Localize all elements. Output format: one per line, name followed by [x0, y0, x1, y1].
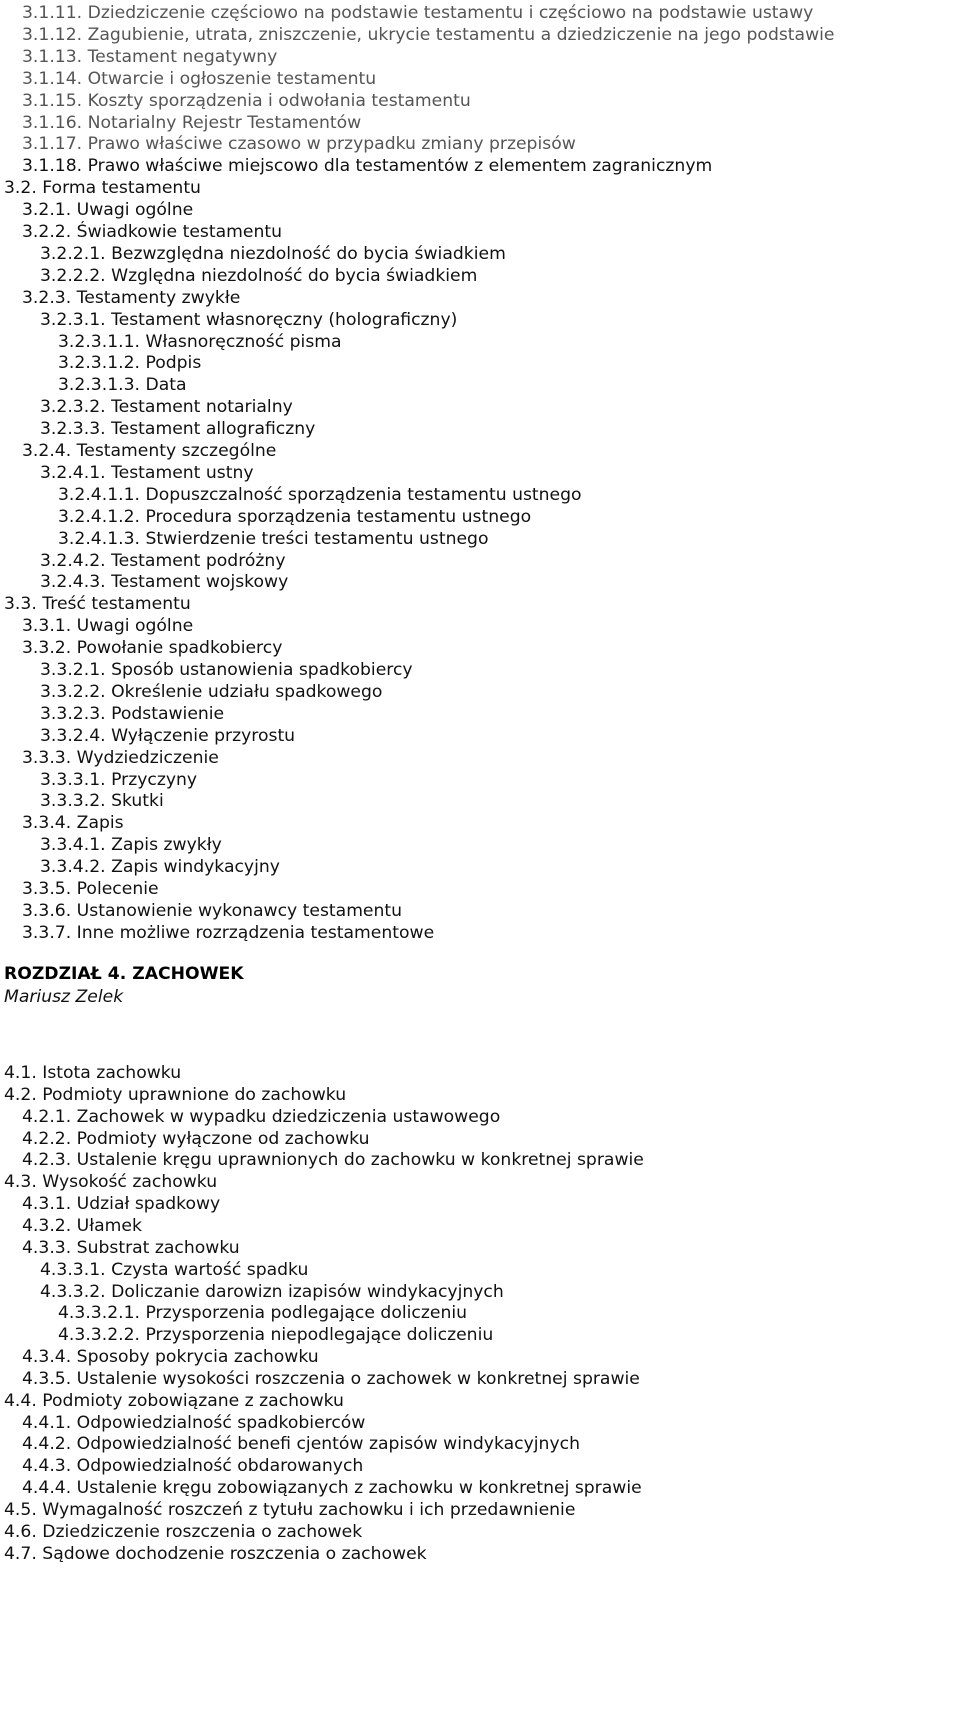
toc-entry-title: Doliczanie darowizn izapisów windykacyjnych: [111, 1281, 504, 1302]
toc-entry-title: Testamenty zwykłe: [76, 287, 241, 308]
toc-entry-title: Ustalenie wysokości roszczenia o zachowek w konkretnej sprawie: [76, 1368, 640, 1389]
toc-entry: [58, 352, 201, 374]
toc-entry-number: 3.2.4.1.1.: [58, 484, 140, 505]
toc-entry-number: 3.3.4.: [22, 813, 72, 834]
toc-entry-title: Skutki: [111, 791, 164, 812]
toc-entry-number: 3.2.3.1.3.: [58, 375, 140, 396]
toc-entry: [22, 24, 835, 46]
toc-entry-title: Wydziedziczenie: [76, 747, 219, 768]
toc-entry: [40, 790, 164, 812]
toc-entry-title: Powołanie spadkobiercy: [76, 638, 283, 659]
toc-entry-number: 4.3.1.: [22, 1194, 72, 1215]
toc-entry-title: Testament notarialny: [111, 397, 293, 418]
toc-entry: [22, 90, 471, 112]
toc-entry-title: Wymagalność roszczeń z tytułu zachowku i ich przedawnienie: [42, 1500, 576, 1520]
toc-entry: [22, 900, 402, 922]
toc-entry-title: Zapis zwykły: [111, 835, 222, 856]
toc-entry-number: 4.3.4.: [22, 1347, 72, 1368]
toc-entry: [22, 637, 282, 659]
toc-entry: [22, 1368, 640, 1390]
toc-entry-title: Podstawienie: [111, 703, 225, 724]
toc-entry: [58, 1324, 493, 1346]
toc-entry: [40, 834, 222, 856]
toc-entry-number: 3.3.2.: [22, 638, 72, 659]
toc-entry: [22, 1346, 319, 1368]
toc-entry-title: Inne możliwe rozrządzenia testamentowe: [76, 922, 435, 943]
toc-entry-title: Testament negatywny: [87, 46, 278, 67]
toc-entry: [22, 1106, 500, 1128]
toc-entry-title: Testament ustny: [111, 462, 254, 483]
toc-entry-title: Zapis windykacyjny: [111, 857, 280, 878]
toc-entry: [4, 1084, 346, 1106]
toc-entry: [22, 1215, 142, 1237]
toc-entry-title: Zachowek w wypadku dziedziczenia ustawowego: [76, 1106, 501, 1127]
toc-entry: [58, 506, 531, 528]
toc-entry-title: Testament allograficzny: [111, 419, 316, 440]
toc-entry-title: Przysporzenia niepodlegające doliczeniu: [145, 1325, 494, 1346]
toc-entry: [4, 1521, 362, 1543]
toc-entry-title: Przyczyny: [111, 769, 198, 790]
toc-entry-number: 4.1.: [4, 1063, 37, 1083]
toc-entry: [40, 681, 382, 703]
toc-entry-title: Podpis: [145, 353, 202, 374]
toc-entry-number: 3.2.4.: [22, 441, 72, 461]
toc-entry: [22, 68, 376, 90]
toc-entry-number: 3.1.11.: [22, 3, 83, 23]
toc-entry-title: Data: [145, 375, 187, 396]
toc-entry: [4, 1499, 575, 1521]
toc-entry: [22, 812, 124, 834]
toc-entry: [4, 177, 201, 199]
toc-entry: [22, 615, 193, 637]
toc-entry: [22, 287, 240, 309]
toc-entry-number: 4.3.2.: [22, 1215, 72, 1236]
toc-entry: [40, 396, 293, 418]
toc-entry-title: Podmioty zobowiązane z zachowku: [42, 1390, 344, 1411]
toc-entry-number: 3.3.: [4, 594, 37, 615]
toc-entry: [22, 1477, 642, 1499]
toc-entry: [40, 462, 254, 484]
toc-entry: [22, 133, 576, 155]
toc-entry: [40, 703, 224, 725]
toc-entry-number: 3.1.16.: [22, 112, 83, 133]
toc-entry-number: 4.3.3.2.2.: [58, 1325, 140, 1346]
toc-entry-number: 3.2.4.2.: [40, 550, 106, 571]
toc-entry-number: 3.1.15.: [22, 90, 83, 111]
toc-entry: [40, 571, 288, 593]
toc-entry-title: Przysporzenia podlegające doliczeniu: [145, 1303, 468, 1324]
toc-entry-title: Otwarcie i ogłoszenie testamentu: [87, 68, 377, 89]
toc-entry-number: 3.1.18.: [22, 156, 83, 177]
toc-entry-title: Względna niezdolność do bycia świadkiem: [111, 265, 478, 286]
toc-entry-title: Świadkowie testamentu: [76, 222, 282, 242]
toc-entry: [40, 265, 477, 287]
toc-entry-title: Dziedziczenie częściowo na podstawie testamentu i częściowo na podstawie ustawy: [87, 3, 814, 23]
toc-entry-title: Ustalenie kręgu zobowiązanych z zachowku w konkretnej sprawie: [76, 1478, 642, 1499]
toc-entry-number: 4.3.: [4, 1172, 37, 1193]
toc-entry-number: 3.1.12.: [22, 24, 83, 45]
toc-entry-number: 4.3.3.2.1.: [58, 1303, 140, 1324]
toc-entry-number: 3.2.4.1.2.: [58, 506, 140, 527]
toc-entry-title: Uwagi ogólne: [76, 200, 194, 221]
toc-entry: [22, 221, 282, 243]
chapter-author: Mariusz Zelek: [4, 987, 124, 1007]
toc-entry: [22, 1455, 363, 1477]
toc-entry-title: Substrat zachowku: [76, 1237, 240, 1258]
toc-entry: [22, 922, 434, 944]
toc-entry: [40, 309, 457, 331]
toc-entry: [58, 331, 342, 353]
toc-entry: [58, 1302, 467, 1324]
toc-entry-number: 3.2.3.2.: [40, 397, 106, 418]
toc-entry-number: 3.2.3.1.2.: [58, 353, 140, 374]
toc-entry: [22, 155, 712, 177]
toc-entry-title: Odpowiedzialność obdarowanych: [76, 1456, 364, 1477]
toc-entry-title: Treść testamentu: [42, 594, 191, 615]
toc-entry-number: 3.2.4.3.: [40, 572, 106, 593]
toc-entry-title: Stwierdzenie treści testamentu ustnego: [145, 528, 489, 549]
toc-entry: [4, 1062, 181, 1084]
toc-entry-title: Procedura sporządzenia testamentu ustnego: [145, 506, 532, 527]
toc-entry-number: 4.4.4.: [22, 1478, 72, 1499]
toc-entry: [22, 112, 361, 134]
toc-entry-number: 3.3.5.: [22, 879, 72, 899]
toc-entry-title: Testament wojskowy: [111, 572, 289, 593]
toc-entry: [58, 484, 582, 506]
toc-entry-title: Wysokość zachowku: [42, 1172, 218, 1193]
toc-entry-number: 3.2.3.1.1.: [58, 331, 140, 352]
toc-entry-number: 3.3.3.: [22, 747, 72, 768]
toc-entry-number: 3.3.2.4.: [40, 725, 106, 746]
toc-entry-title: Prawo właściwe czasowo w przypadku zmiany przepisów: [87, 134, 576, 155]
toc-entry-number: 3.2.3.3.: [40, 419, 106, 440]
toc-entry-title: Zapis: [76, 813, 124, 834]
toc-entry-number: 4.2.1.: [22, 1106, 72, 1127]
toc-entry: [22, 46, 277, 68]
toc-entry: [40, 1259, 308, 1281]
toc-entry-title: Sposoby pokrycia zachowku: [76, 1347, 319, 1368]
toc-entry-title: Sądowe dochodzenie roszczenia o zachowek: [42, 1543, 427, 1564]
toc-entry-title: Ułamek: [76, 1215, 142, 1236]
toc-entry: [58, 374, 187, 396]
toc-entry-title: Uwagi ogólne: [76, 616, 194, 637]
toc-entry-number: 3.3.1.: [22, 616, 72, 637]
toc-entry-title: Własnoręczność pisma: [145, 331, 342, 352]
toc-entry: [22, 747, 219, 769]
toc-entry-number: 4.2.: [4, 1084, 37, 1105]
toc-entry-number: 4.4.1.: [22, 1412, 72, 1433]
toc-entry: [22, 878, 159, 900]
toc-entry-number: 3.3.3.1.: [40, 769, 106, 790]
toc-entry-title: Dziedziczenie roszczenia o zachowek: [42, 1521, 363, 1542]
toc-entry-title: Testament podróżny: [111, 550, 286, 571]
toc-entry-number: 3.2.4.1.3.: [58, 528, 140, 549]
toc-entry-title: Ustanowienie wykonawcy testamentu: [76, 900, 403, 921]
toc-entry: [22, 440, 276, 462]
toc-entry-number: 3.3.4.2.: [40, 857, 106, 878]
toc-entry: [40, 725, 295, 747]
toc-entry: [4, 593, 191, 615]
toc-entry-number: 3.2.3.: [22, 287, 72, 308]
toc-entry: [40, 1281, 504, 1303]
toc-entry-title: Odpowiedzialność benefi cjentów zapisów windykacyjnych: [76, 1434, 580, 1455]
toc-entry: [22, 2, 813, 24]
toc-entry-number: 3.1.14.: [22, 68, 83, 89]
toc-entry-number: 4.3.3.1.: [40, 1259, 106, 1280]
toc-entry-number: 3.2.2.1.: [40, 243, 106, 264]
toc-entry-title: Czysta wartość spadku: [111, 1259, 309, 1280]
toc-entry-number: 4.3.5.: [22, 1368, 72, 1389]
toc-entry: [4, 1390, 344, 1412]
toc-entry-title: Istota zachowku: [42, 1063, 182, 1083]
toc-entry-number: 4.3.3.2.: [40, 1281, 106, 1302]
toc-entry: [40, 856, 280, 878]
toc-entry-title: Testament własnoręczny (holograficzny): [111, 309, 458, 330]
toc-entry: [22, 199, 193, 221]
toc-entry-number: 3.3.3.2.: [40, 791, 106, 812]
toc-entry-number: 4.4.3.: [22, 1456, 72, 1477]
toc-entry: [58, 528, 488, 550]
toc-entry-title: Zagubienie, utrata, zniszczenie, ukrycie testamentu a dziedziczenie na jego podstawie: [87, 24, 835, 45]
toc-entry-title: Bezwzględna niezdolność do bycia świadkiem: [111, 243, 506, 264]
toc-entry-title: Wyłączenie przyrostu: [111, 725, 296, 746]
toc-entry-title: Koszty sporządzenia i odwołania testamentu: [87, 90, 471, 111]
toc-entry-number: 3.2.4.1.: [40, 462, 106, 483]
toc-entry-number: 3.3.7.: [22, 922, 72, 943]
toc-entry-title: Sposób ustanowienia spadkobiercy: [111, 660, 413, 680]
toc-entry-number: 4.6.: [4, 1521, 37, 1542]
toc-entry-number: 3.3.4.1.: [40, 835, 106, 856]
toc-entry-number: 4.2.2.: [22, 1128, 72, 1149]
toc-entry: [4, 1171, 217, 1193]
toc-entry: [40, 550, 286, 572]
toc-entry: [22, 1149, 644, 1171]
toc-entry-number: 4.3.3.: [22, 1237, 72, 1258]
toc-entry-title: Polecenie: [76, 879, 159, 899]
toc-entry-number: 4.2.3.: [22, 1150, 72, 1171]
toc-entry: [4, 1543, 427, 1565]
toc-entry-title: Forma testamentu: [42, 178, 201, 199]
toc-entry-number: 3.1.13.: [22, 46, 83, 67]
toc-entry: [22, 1193, 220, 1215]
chapter-title: ROZDZIAŁ 4. ZACHOWEK: [4, 964, 244, 984]
toc-entry-number: 3.2.: [4, 178, 37, 199]
toc-entry-number: 3.3.2.2.: [40, 681, 106, 702]
toc-entry-number: 3.3.6.: [22, 900, 72, 921]
toc-entry: [22, 1433, 580, 1455]
toc-entry-number: 3.2.2.2.: [40, 265, 106, 286]
toc-entry-title: Notarialny Rejestr Testamentów: [87, 112, 362, 133]
toc-entry: [22, 1237, 240, 1259]
toc-entry-number: 4.4.2.: [22, 1434, 72, 1455]
toc-entry-number: 3.3.2.3.: [40, 703, 106, 724]
toc-entry: [22, 1412, 365, 1434]
toc-entry-number: 3.2.1.: [22, 200, 72, 221]
toc-entry-title: Odpowiedzialność spadkobierców: [76, 1412, 366, 1433]
toc-entry-number: 3.1.17.: [22, 134, 83, 155]
toc-entry-number: 4.5.: [4, 1500, 37, 1520]
toc-entry-number: 4.4.: [4, 1390, 37, 1411]
toc-entry: [40, 243, 506, 265]
toc-entry-title: Określenie udziału spadkowego: [111, 681, 383, 702]
toc-entry-title: Testamenty szczególne: [76, 441, 277, 461]
toc-entry-title: Udział spadkowy: [76, 1194, 221, 1215]
toc-entry-number: 3.3.2.1.: [40, 660, 106, 680]
toc-entry: [40, 769, 197, 791]
toc-entry-number: 4.7.: [4, 1543, 37, 1564]
toc-entry-title: Dopuszczalność sporządzenia testamentu ustnego: [145, 484, 582, 505]
toc-entry-number: 3.2.2.: [22, 222, 72, 242]
toc-entry-title: Ustalenie kręgu uprawnionych do zachowku w konkretnej sprawie: [76, 1150, 644, 1171]
toc-entry-number: 3.2.3.1.: [40, 309, 106, 330]
toc-entry-title: Podmioty uprawnione do zachowku: [42, 1084, 347, 1105]
toc-entry: [40, 418, 315, 440]
toc-entry: [40, 659, 413, 681]
toc-entry-title: Podmioty wyłączone od zachowku: [76, 1128, 370, 1149]
toc-entry: [22, 1128, 370, 1150]
toc-entry-title: Prawo właściwe miejscowo dla testamentów z elementem zagranicznym: [87, 156, 713, 177]
